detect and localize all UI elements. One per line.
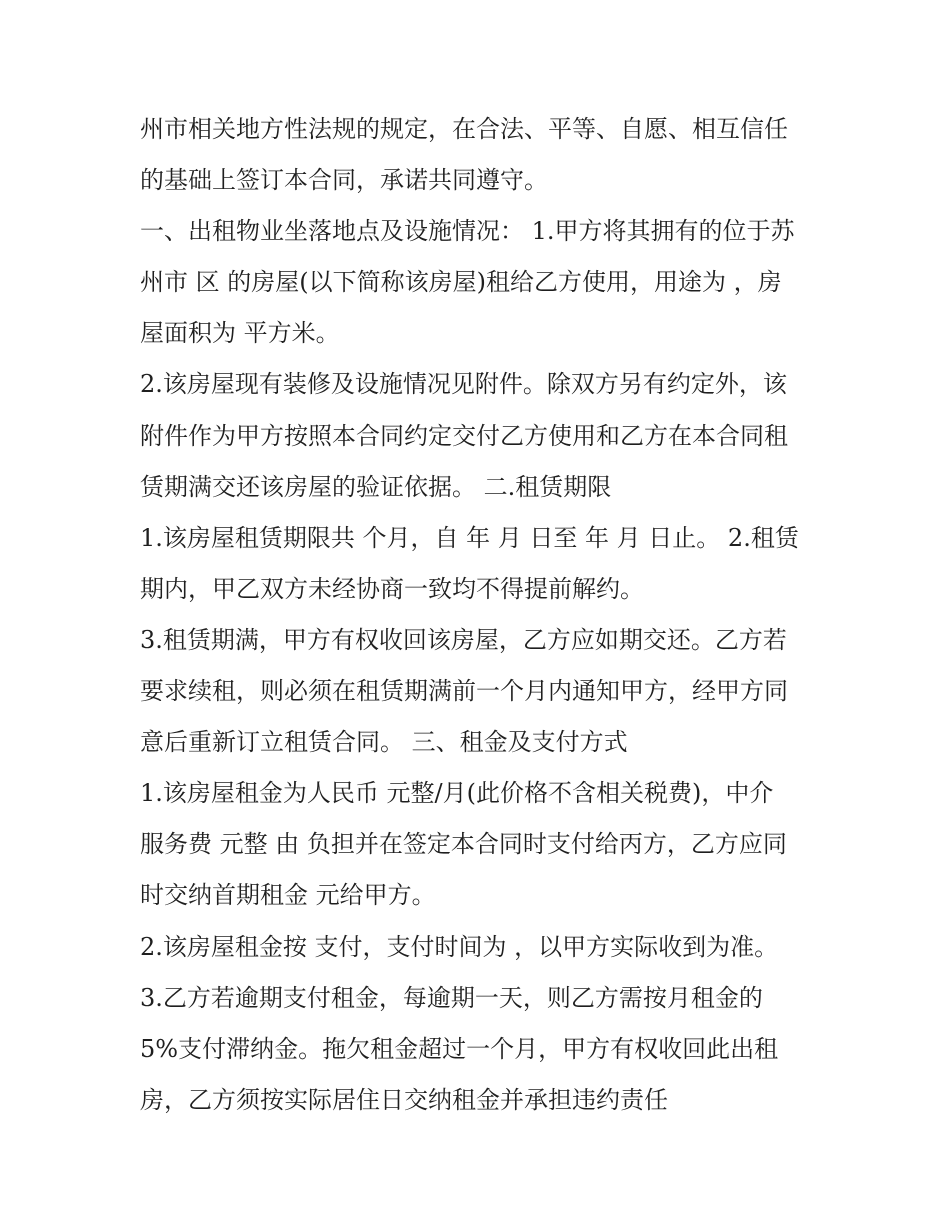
text-line: 赁期满交还该房屋的验证依据。 二.租赁期限	[140, 472, 612, 501]
text-line: 一、出租物业坐落地点及设施情况： 1.甲方将其拥有的位于苏	[140, 217, 795, 246]
text-line: 服务费 元整 由 负担并在签定本合同时支付给丙方，乙方应同	[140, 830, 787, 859]
text-line: 屋面积为 平方米。	[140, 319, 340, 348]
contract-body-text	[140, 104, 820, 1126]
text-line: 的基础上签订本合同，承诺共同遵守。	[140, 166, 548, 195]
text-line: 附件作为甲方按照本合同约定交付乙方使用和乙方在本合同租	[140, 421, 788, 450]
text-line: 2.该房屋租金按 支付，支付时间为 ，以甲方实际收到为准。	[140, 932, 779, 961]
text-line: 1.该房屋租赁期限共 个月，自 年 月 日至 年 月 日止。 2.租赁	[140, 523, 799, 552]
text-line: 意后重新订立租赁合同。 三、租金及支付方式	[140, 728, 628, 757]
text-line: 1.该房屋租金为人民币 元整/月(此价格不含相关税费)，中介	[140, 779, 774, 808]
text-line: 5%支付滞纳金。拖欠租金超过一个月，甲方有权收回此出租	[140, 1034, 779, 1063]
text-line: 房，乙方须按实际居住日交纳租金并承担违约责任	[140, 1085, 668, 1114]
text-line: 2.该房屋现有装修及设施情况见附件。除双方另有约定外，该	[140, 370, 787, 399]
text-line: 州市相关地方性法规的规定，在合法、平等、自愿、相互信任	[140, 115, 788, 143]
text-line: 期内，甲乙双方未经协商一致均不得提前解约。	[140, 574, 644, 603]
text-line: 州市 区 的房屋(以下简称该房屋)租给乙方使用，用途为 ，房	[140, 268, 782, 297]
text-line: 3.租赁期满，甲方有权收回该房屋，乙方应如期交还。乙方若	[140, 625, 787, 654]
text-line: 时交纳首期租金 元给甲方。	[140, 881, 436, 910]
text-line: 3.乙方若逾期支付租金，每逾期一天，则乙方需按月租金的	[140, 983, 763, 1012]
text-line: 要求续租，则必须在租赁期满前一个月内通知甲方，经甲方同	[140, 677, 788, 706]
